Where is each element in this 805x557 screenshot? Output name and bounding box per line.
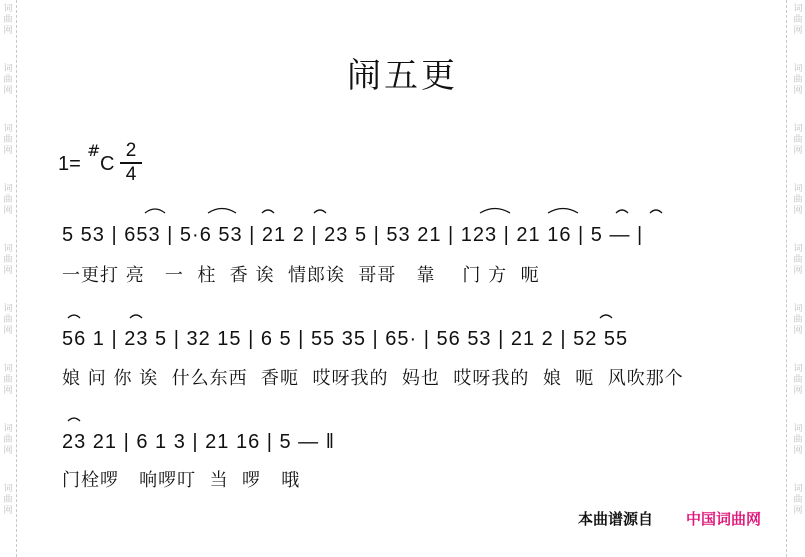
watermark-text: 词 曲 网: [793, 364, 803, 396]
slur: [68, 418, 80, 421]
slur: [208, 209, 236, 214]
watermark-text: 词 曲 网: [3, 484, 13, 516]
slur: [548, 209, 578, 214]
lyrics-row-2: 娘 问 你 诶 什么东西 香呃 哎呀我的 妈也 哎呀我的 娘 呃 风吹那个: [62, 368, 684, 389]
watermark-text: 词 曲 网: [3, 364, 13, 396]
slur: [68, 315, 80, 318]
lyrics-row-3: 门栓啰 响啰叮 当 啰 哦: [62, 470, 301, 491]
slur: [600, 315, 612, 318]
watermark-text: 词 曲 网: [793, 4, 803, 36]
site-name: 中国词曲网: [686, 510, 762, 528]
slur: [480, 209, 510, 214]
melody-row-3: 23 21 | 6 1 3 | 21 16 | 5 — ‖: [62, 431, 336, 453]
watermark-text: 词 曲 网: [3, 124, 13, 156]
watermark-text: 词 曲 网: [793, 304, 803, 336]
slur: [650, 210, 662, 213]
time-bottom: 4: [125, 164, 137, 185]
melody-row-1: 5 53 | 653 | 5·6 53 | 21 2 | 23 5 | 53 21 | 123 | 21 16 | 5 — |: [62, 224, 644, 246]
source-label: 本曲谱源自: [578, 510, 654, 528]
watermark-text: 词 曲 网: [793, 484, 803, 516]
watermark-text: 词 曲 网: [793, 184, 803, 216]
watermark-text: 词 曲 网: [3, 4, 13, 36]
watermark-text: 词 曲 网: [793, 124, 803, 156]
slur: [130, 315, 142, 318]
key-note: C: [100, 153, 115, 175]
watermark-text: 词 曲 网: [3, 64, 13, 96]
page-title: 闹五更: [347, 56, 458, 96]
key-sharp: #: [87, 141, 101, 160]
watermark-text: 词 曲 网: [3, 244, 13, 276]
time-top: 2: [125, 140, 137, 161]
slur: [262, 210, 274, 213]
watermark-text: 词 曲 网: [793, 424, 803, 456]
key-prefix: 1=: [58, 153, 81, 175]
slur: [145, 209, 165, 213]
lyrics-row-1: 一更打 亮 一 柱 香 诶 情郎诶 哥哥 靠 门 方 呃: [62, 265, 540, 286]
watermark-text: 词 曲 网: [3, 184, 13, 216]
slur: [616, 210, 628, 213]
melody-row-2: 56 1 | 23 5 | 32 15 | 6 5 | 55 35 | 65· | 56 53 | 21 2 | 52 55: [62, 328, 629, 350]
slur: [314, 210, 326, 213]
watermark-text: 词 曲 网: [793, 64, 803, 96]
watermark-text: 词 曲 网: [3, 304, 13, 336]
watermark-text: 词 曲 网: [3, 424, 13, 456]
watermark-text: 词 曲 网: [793, 244, 803, 276]
